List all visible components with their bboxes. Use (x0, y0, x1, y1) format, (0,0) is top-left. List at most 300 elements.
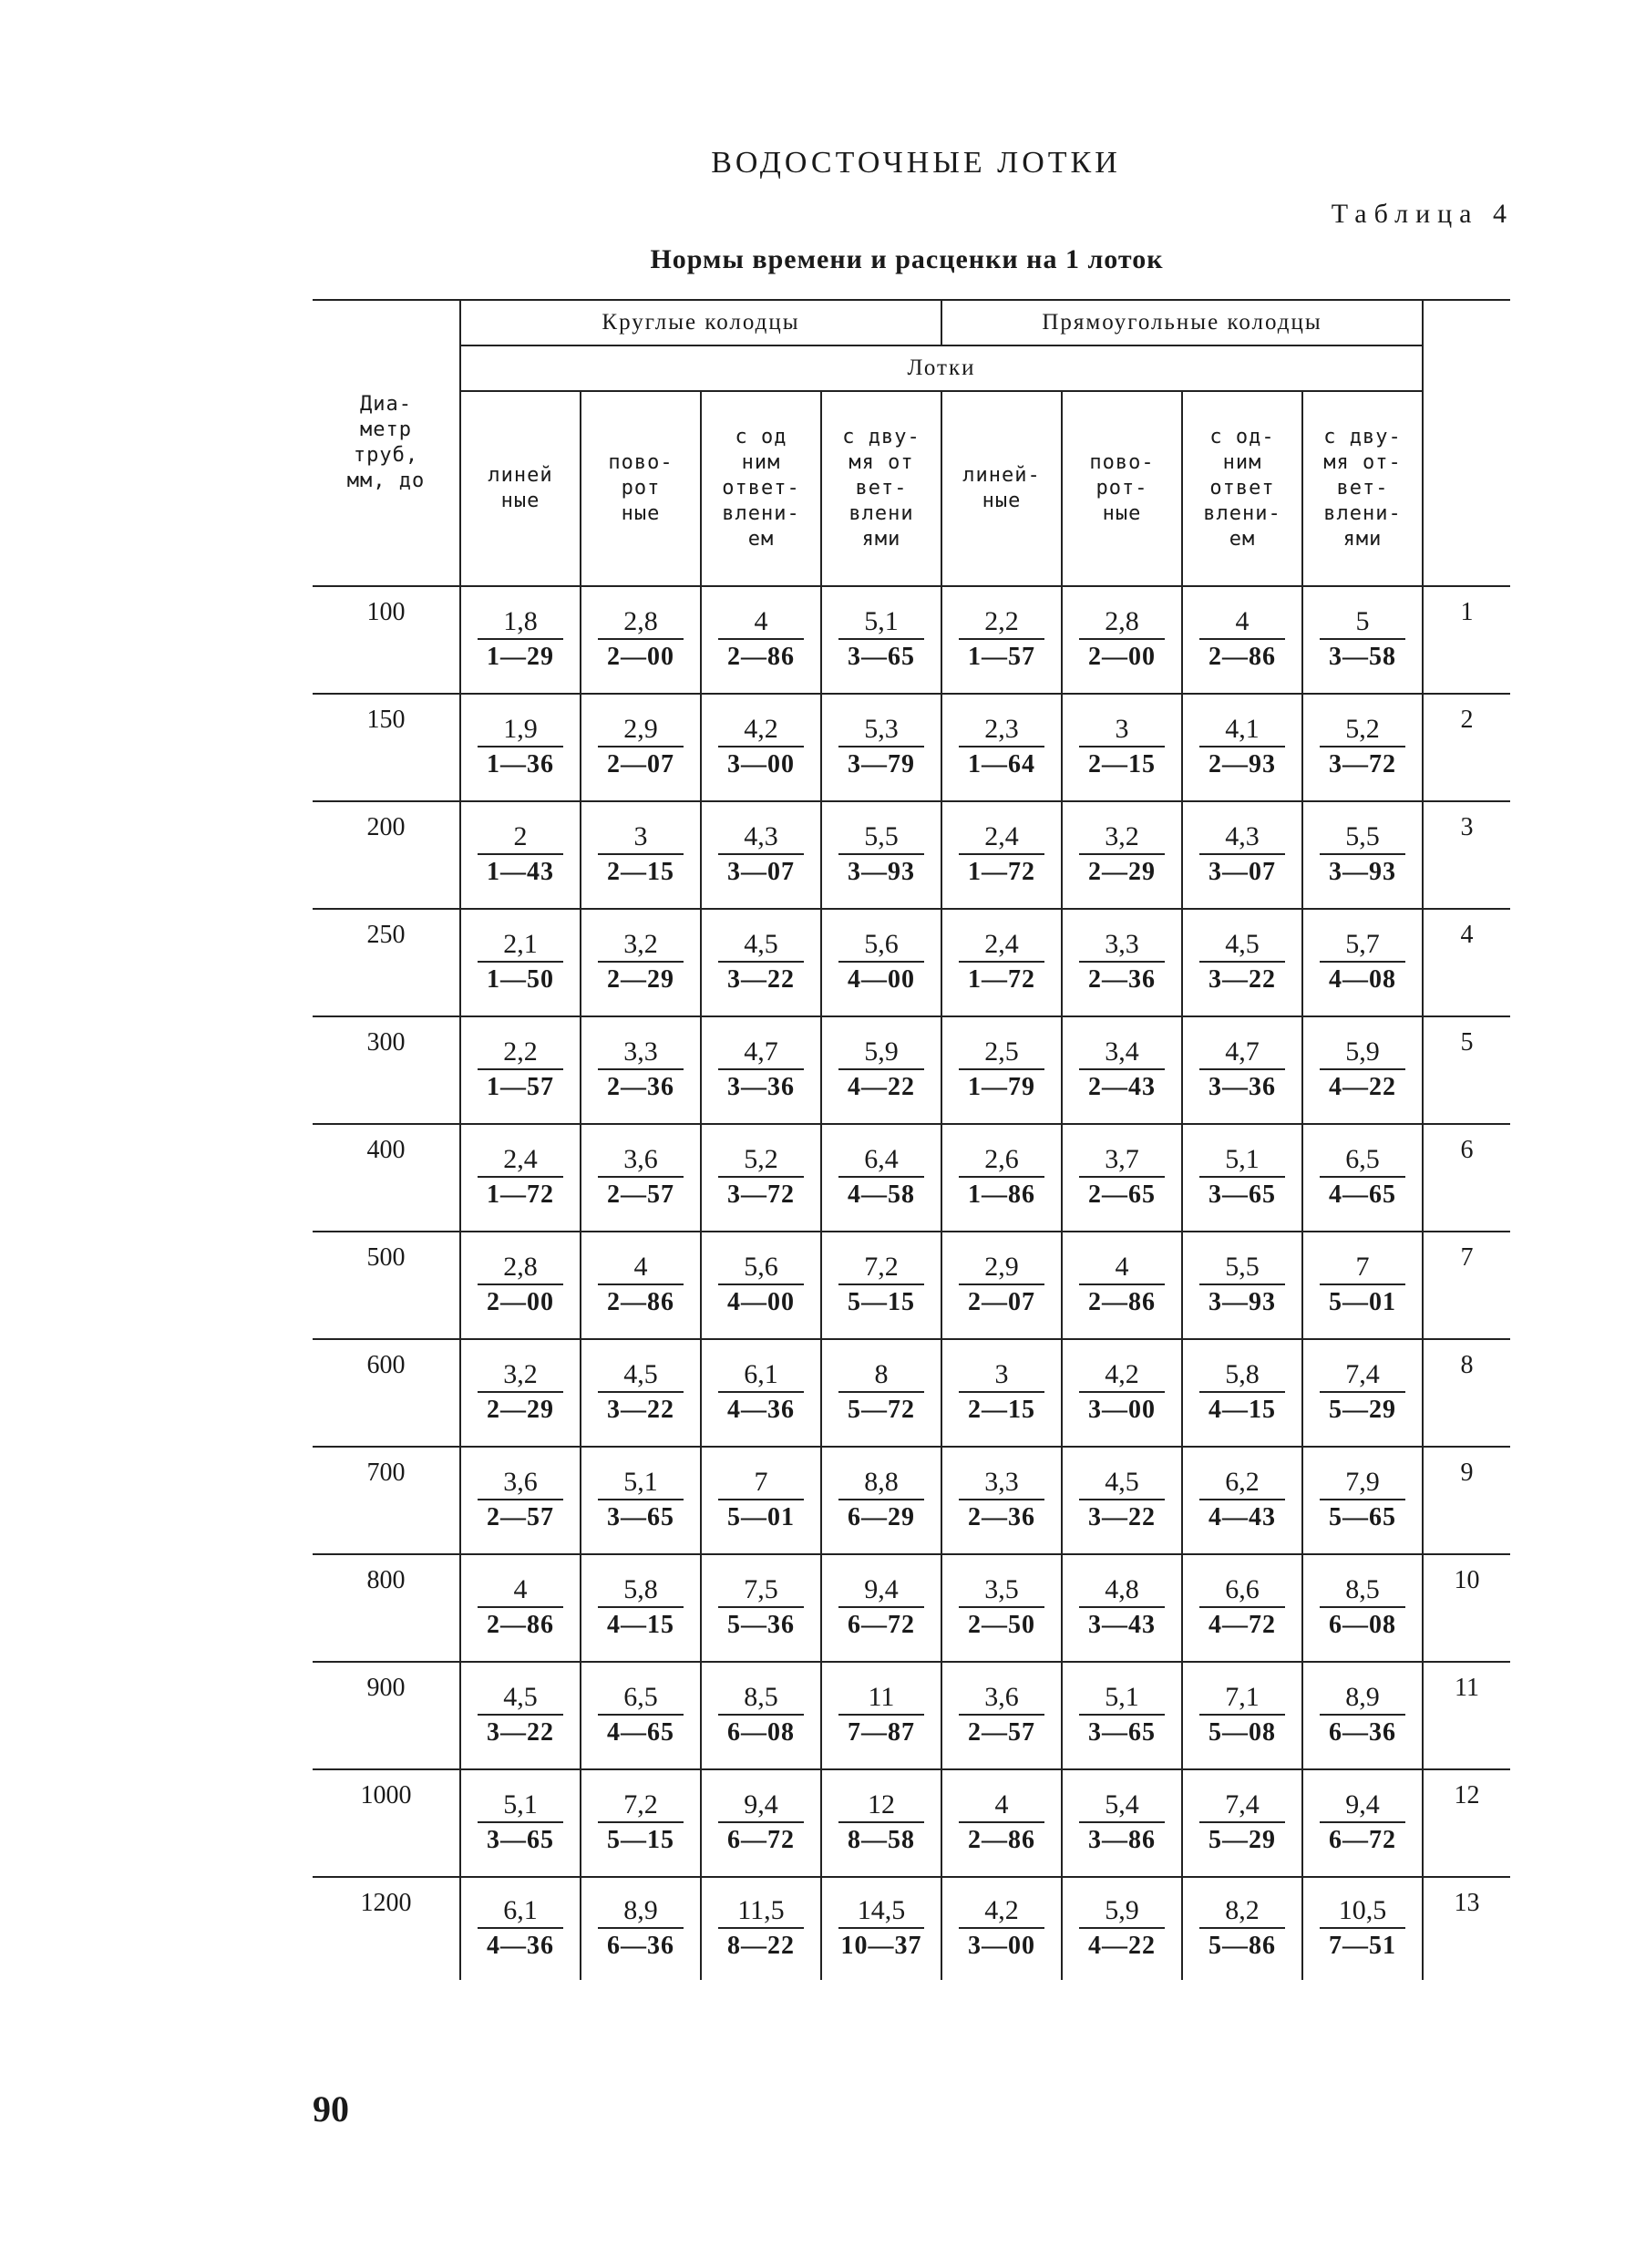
norm-cell (581, 1554, 701, 1662)
rate-price: 8—58 (848, 1826, 915, 1854)
time-norm: 5,2 (1320, 713, 1405, 747)
rate-price: 2—00 (487, 1288, 554, 1316)
col-header-round-turn: пово- рот ные (581, 391, 701, 586)
rate-price: 2—86 (1208, 643, 1276, 671)
norm-fraction (822, 1573, 941, 1643)
norm-fraction (942, 1573, 1061, 1643)
time-norm: 5,1 (478, 1789, 563, 1823)
norm-cell (821, 1016, 941, 1124)
time-norm: 4,3 (718, 820, 804, 855)
norm-fraction (1303, 1894, 1422, 1964)
norm-fraction (1063, 1789, 1181, 1858)
norm-fraction (1183, 713, 1301, 782)
norm-cell (1182, 586, 1302, 694)
norm-fraction (942, 820, 1061, 890)
norm-cell (460, 586, 581, 694)
time-norm: 10,5 (1320, 1894, 1405, 1929)
col-header-round-two-branches: с дву- мя от вет- влени ями (821, 391, 941, 586)
norm-fraction (461, 1036, 580, 1105)
diameter-cell: 500 (313, 1232, 460, 1339)
norm-fraction (581, 713, 700, 782)
norm-fraction (461, 713, 580, 782)
time-norm: 4,2 (1079, 1358, 1165, 1393)
norm-cell (581, 801, 701, 909)
norm-fraction (942, 1789, 1061, 1858)
norm-fraction (702, 1466, 820, 1535)
time-norm: 2,2 (478, 1036, 563, 1070)
time-norm: 6,1 (718, 1358, 804, 1393)
row-number: 10 (1423, 1554, 1510, 1662)
norm-fraction (1183, 1466, 1301, 1535)
time-norm: 4 (718, 605, 804, 640)
norm-fraction (942, 605, 1061, 675)
time-norm: 3,2 (1079, 820, 1165, 855)
norm-cell (701, 694, 821, 801)
norm-fraction (581, 928, 700, 997)
norm-fraction (1303, 928, 1422, 997)
time-norm: 8 (838, 1358, 924, 1393)
norm-cell (1182, 1016, 1302, 1124)
norm-fraction (702, 1789, 820, 1858)
time-norm: 6,5 (598, 1681, 684, 1716)
norm-cell (1062, 1554, 1182, 1662)
time-norm: 8,5 (718, 1681, 804, 1716)
norm-cell (581, 586, 701, 694)
time-norm: 5,9 (1320, 1036, 1405, 1070)
rate-price: 2—36 (1088, 965, 1156, 994)
norm-cell (460, 694, 581, 801)
norm-fraction (581, 1036, 700, 1105)
time-norm: 2,3 (959, 713, 1044, 747)
time-norm: 2,6 (959, 1143, 1044, 1178)
time-norm: 3,2 (598, 928, 684, 963)
table-row (313, 1447, 1510, 1554)
time-norm: 2,9 (598, 713, 684, 747)
time-norm: 3,2 (478, 1358, 563, 1393)
norm-cell (1182, 1447, 1302, 1554)
rate-price: 3—22 (727, 965, 795, 994)
norm-fraction (1183, 1573, 1301, 1643)
norm-fraction (461, 1894, 580, 1964)
norm-fraction (1183, 1143, 1301, 1212)
norm-cell (581, 1877, 701, 1980)
norm-fraction (822, 1894, 941, 1964)
rate-price: 4—22 (848, 1073, 915, 1101)
table-row (313, 1554, 1510, 1662)
norm-fraction (1183, 1251, 1301, 1320)
norm-cell (821, 1339, 941, 1447)
rate-price: 3—07 (1208, 858, 1276, 886)
time-norm: 8,5 (1320, 1573, 1405, 1608)
diameter-cell: 400 (313, 1124, 460, 1232)
rate-price: 2—57 (487, 1503, 554, 1531)
norm-fraction (822, 1681, 941, 1750)
norm-fraction (461, 1573, 580, 1643)
norm-fraction (1183, 928, 1301, 997)
rate-price: 10—37 (840, 1932, 922, 1960)
time-norm: 12 (838, 1789, 924, 1823)
rate-price: 2—86 (727, 643, 795, 671)
norm-cell (941, 1662, 1062, 1769)
norm-fraction (822, 1466, 941, 1535)
rate-price: 2—36 (607, 1073, 674, 1101)
rate-price: 3—79 (848, 750, 915, 778)
time-norm: 3 (598, 820, 684, 855)
rate-price: 8—22 (727, 1932, 795, 1960)
time-norm: 6,4 (838, 1143, 924, 1178)
norm-fraction (942, 1036, 1061, 1105)
time-norm: 3,4 (1079, 1036, 1165, 1070)
time-norm: 9,4 (1320, 1789, 1405, 1823)
diameter-cell: 900 (313, 1662, 460, 1769)
time-norm: 4 (598, 1251, 684, 1285)
rate-price: 4—00 (848, 965, 915, 994)
norm-fraction (822, 820, 941, 890)
norm-cell (1302, 1769, 1423, 1877)
norm-fraction (942, 1143, 1061, 1212)
table-row (313, 1662, 1510, 1769)
time-norm: 7,1 (1199, 1681, 1285, 1716)
rate-price: 1—72 (968, 965, 1035, 994)
time-norm: 4 (959, 1789, 1044, 1823)
norm-fraction (702, 1894, 820, 1964)
norm-fraction (1303, 1681, 1422, 1750)
rate-price: 5—01 (727, 1503, 795, 1531)
time-norm: 4,5 (598, 1358, 684, 1393)
norm-fraction (822, 1143, 941, 1212)
norm-cell (1302, 1447, 1423, 1554)
norm-fraction (1303, 1143, 1422, 1212)
rate-price: 4—36 (727, 1396, 795, 1424)
norm-fraction (822, 605, 941, 675)
diameter-cell: 600 (313, 1339, 460, 1447)
rate-price: 5—65 (1329, 1503, 1396, 1531)
norm-cell (941, 586, 1062, 694)
time-norm: 8,9 (1320, 1681, 1405, 1716)
time-norm: 5,1 (1199, 1143, 1285, 1178)
time-norm: 6,2 (1199, 1466, 1285, 1500)
time-norm: 4,5 (478, 1681, 563, 1716)
norm-cell (581, 1232, 701, 1339)
norm-cell (1062, 909, 1182, 1016)
rate-price: 1—43 (487, 858, 554, 886)
rate-price: 3—36 (1208, 1073, 1276, 1101)
norm-fraction (702, 713, 820, 782)
norm-cell (460, 801, 581, 909)
time-norm: 6,1 (478, 1894, 563, 1929)
norm-cell (581, 1339, 701, 1447)
norm-cell (1182, 1769, 1302, 1877)
norm-fraction (581, 1681, 700, 1750)
col-header-round-one-branch: с од ним ответ- влени- ем (701, 391, 821, 586)
norm-fraction (702, 1358, 820, 1428)
rate-price: 6—36 (1329, 1718, 1396, 1747)
rate-price: 3—93 (1208, 1288, 1276, 1316)
norm-fraction (1183, 1681, 1301, 1750)
norm-cell (1182, 1554, 1302, 1662)
norm-fraction (1183, 1789, 1301, 1858)
norm-cell (1182, 909, 1302, 1016)
time-norm: 5,1 (598, 1466, 684, 1500)
norm-cell (1302, 1124, 1423, 1232)
time-norm: 7,2 (598, 1789, 684, 1823)
row-number: 6 (1423, 1124, 1510, 1232)
diameter-cell: 1000 (313, 1769, 460, 1877)
norm-cell (701, 801, 821, 909)
time-norm: 1,9 (478, 713, 563, 747)
rate-price: 6—72 (727, 1826, 795, 1854)
norm-cell (1182, 1232, 1302, 1339)
table-row (313, 1016, 1510, 1124)
norm-fraction (461, 605, 580, 675)
norm-fraction (1303, 713, 1422, 782)
time-norm: 2,8 (478, 1251, 563, 1285)
table-row (313, 801, 1510, 909)
norm-fraction (822, 1789, 941, 1858)
rate-price: 5—29 (1208, 1826, 1276, 1854)
norm-fraction (942, 1251, 1061, 1320)
norm-fraction (461, 928, 580, 997)
diameter-cell: 100 (313, 586, 460, 694)
norm-cell (581, 694, 701, 801)
time-norm: 2,2 (959, 605, 1044, 640)
norm-fraction (1303, 605, 1422, 675)
time-norm: 4,5 (1079, 1466, 1165, 1500)
rate-price: 3—22 (607, 1396, 674, 1424)
norm-fraction (581, 1466, 700, 1535)
norm-fraction (581, 1251, 700, 1320)
time-norm: 6,6 (1199, 1573, 1285, 1608)
norm-fraction (1063, 820, 1181, 890)
time-norm: 5,1 (838, 605, 924, 640)
time-norm: 2,1 (478, 928, 563, 963)
norm-cell (1302, 1662, 1423, 1769)
rate-price: 3—65 (607, 1503, 674, 1531)
norm-cell (1302, 1339, 1423, 1447)
norm-fraction (702, 1681, 820, 1750)
time-norm: 5,9 (838, 1036, 924, 1070)
time-norm: 4,3 (1199, 820, 1285, 855)
rate-price: 1—79 (968, 1073, 1035, 1101)
rate-price: 2—00 (1088, 643, 1156, 671)
norm-cell (1062, 1124, 1182, 1232)
norm-cell (1302, 909, 1423, 1016)
rate-price: 1—50 (487, 965, 554, 994)
norm-fraction (461, 820, 580, 890)
diameter-cell: 800 (313, 1554, 460, 1662)
norm-cell (941, 1769, 1062, 1877)
time-norm: 3 (1079, 713, 1165, 747)
row-number: 3 (1423, 801, 1510, 909)
norm-fraction (702, 928, 820, 997)
rate-price: 2—29 (1088, 858, 1156, 886)
norm-fraction (1303, 1251, 1422, 1320)
time-norm: 3 (959, 1358, 1044, 1393)
time-norm: 5,5 (838, 820, 924, 855)
norm-cell (1302, 1554, 1423, 1662)
norm-cell (701, 1554, 821, 1662)
norm-fraction (461, 1466, 580, 1535)
rate-price: 2—29 (607, 965, 674, 994)
norm-cell (460, 909, 581, 1016)
time-norm: 6,5 (1320, 1143, 1405, 1178)
norm-fraction (942, 1358, 1061, 1428)
time-norm: 5,9 (1079, 1894, 1165, 1929)
rate-price: 3—22 (1088, 1503, 1156, 1531)
time-norm: 2,4 (478, 1143, 563, 1178)
norm-fraction (1063, 605, 1181, 675)
time-norm: 5,6 (718, 1251, 804, 1285)
norm-cell (1182, 1662, 1302, 1769)
row-number: 13 (1423, 1877, 1510, 1980)
norm-cell (701, 1339, 821, 1447)
table-row (313, 1339, 1510, 1447)
norm-fraction (702, 820, 820, 890)
norm-cell (1302, 801, 1423, 909)
rect-wells-header: Прямоугольные колодцы (941, 300, 1423, 345)
time-norm: 4,7 (718, 1036, 804, 1070)
row-number: 5 (1423, 1016, 1510, 1124)
norm-fraction (1183, 820, 1301, 890)
norm-cell (821, 1662, 941, 1769)
norm-cell (460, 1662, 581, 1769)
norm-fraction (1063, 1466, 1181, 1535)
norm-cell (1062, 801, 1182, 909)
norm-fraction (1303, 1358, 1422, 1428)
row-number: 1 (1423, 586, 1510, 694)
norm-cell (821, 1554, 941, 1662)
rate-price: 3—36 (727, 1073, 795, 1101)
diameter-cell: 250 (313, 909, 460, 1016)
diameter-cell: 700 (313, 1447, 460, 1554)
time-norm: 7,4 (1199, 1789, 1285, 1823)
norm-cell (460, 1769, 581, 1877)
norm-cell (1062, 1447, 1182, 1554)
time-norm: 5,5 (1199, 1251, 1285, 1285)
norm-cell (1182, 694, 1302, 801)
time-norm: 2 (478, 820, 563, 855)
norm-fraction (1183, 1894, 1301, 1964)
time-norm: 9,4 (718, 1789, 804, 1823)
rate-price: 4—08 (1329, 965, 1396, 994)
rate-price: 1—29 (487, 643, 554, 671)
row-number: 4 (1423, 909, 1510, 1016)
rate-price: 6—72 (848, 1611, 915, 1639)
rate-price: 3—86 (1088, 1826, 1156, 1854)
rate-price: 5—29 (1329, 1396, 1396, 1424)
time-norm: 5,2 (718, 1143, 804, 1178)
norm-fraction (1303, 1789, 1422, 1858)
rate-price: 1—57 (968, 643, 1035, 671)
norm-cell (701, 1124, 821, 1232)
rate-price: 2—86 (487, 1611, 554, 1639)
norm-fraction (702, 1036, 820, 1105)
time-norm: 8,8 (838, 1466, 924, 1500)
time-norm: 7,9 (1320, 1466, 1405, 1500)
rate-price: 1—86 (968, 1180, 1035, 1209)
rate-price: 3—22 (487, 1718, 554, 1747)
norm-cell (941, 1339, 1062, 1447)
col-header-rect-turn: пово- рот- ные (1062, 391, 1182, 586)
time-norm: 7 (1320, 1251, 1405, 1285)
norm-cell (941, 1232, 1062, 1339)
rate-price: 4—43 (1208, 1503, 1276, 1531)
rate-price: 2—93 (1208, 750, 1276, 778)
rate-price: 7—87 (848, 1718, 915, 1747)
norm-cell (701, 1769, 821, 1877)
norm-cell (581, 1016, 701, 1124)
rate-price: 2—57 (607, 1180, 674, 1209)
page-number: 90 (313, 2088, 349, 2129)
norm-cell (821, 586, 941, 694)
time-norm: 11,5 (718, 1894, 804, 1929)
norm-cell (460, 1877, 581, 1980)
rate-price: 5—08 (1208, 1718, 1276, 1747)
row-number: 11 (1423, 1662, 1510, 1769)
norm-cell (1302, 1016, 1423, 1124)
rate-price: 5—15 (848, 1288, 915, 1316)
rate-price: 2—07 (968, 1288, 1035, 1316)
norm-cell (1062, 694, 1182, 801)
norm-fraction (1063, 1143, 1181, 1212)
rate-price: 3—00 (968, 1932, 1035, 1960)
norm-fraction (1063, 1894, 1181, 1964)
norm-cell (1302, 1232, 1423, 1339)
norm-cell (941, 1447, 1062, 1554)
time-norm: 2,8 (1079, 605, 1165, 640)
rate-price: 3—65 (1208, 1180, 1276, 1209)
row-number: 8 (1423, 1339, 1510, 1447)
norm-fraction (822, 1358, 941, 1428)
norm-fraction (1063, 1681, 1181, 1750)
table-row (313, 1877, 1510, 1980)
rate-price: 2—00 (607, 643, 674, 671)
norm-fraction (1303, 1466, 1422, 1535)
col-header-round-linear: линей ные (460, 391, 581, 586)
norm-fraction (1063, 1036, 1181, 1105)
rate-price: 2—07 (607, 750, 674, 778)
norm-cell (941, 1124, 1062, 1232)
diameter-cell: 300 (313, 1016, 460, 1124)
rate-price: 2—86 (607, 1288, 674, 1316)
norm-fraction (702, 605, 820, 675)
time-norm: 5,1 (1079, 1681, 1165, 1716)
rate-price: 6—36 (607, 1932, 674, 1960)
norm-fraction (1183, 1358, 1301, 1428)
rate-price: 2—15 (1088, 750, 1156, 778)
norm-fraction (942, 713, 1061, 782)
norm-cell (941, 801, 1062, 909)
norm-cell (1302, 586, 1423, 694)
rate-price: 2—86 (1088, 1288, 1156, 1316)
time-norm: 5,4 (1079, 1789, 1165, 1823)
norm-cell (1182, 801, 1302, 909)
time-norm: 3,6 (959, 1681, 1044, 1716)
norm-cell (460, 1339, 581, 1447)
rate-price: 6—08 (1329, 1611, 1396, 1639)
time-norm: 5,8 (598, 1573, 684, 1608)
norm-fraction (1063, 1251, 1181, 1320)
time-norm: 4 (478, 1573, 563, 1608)
norm-cell (821, 1769, 941, 1877)
rate-price: 4—15 (1208, 1396, 1276, 1424)
norm-cell (941, 909, 1062, 1016)
time-norm: 2,5 (959, 1036, 1044, 1070)
norm-cell (701, 1877, 821, 1980)
norm-fraction (1183, 1036, 1301, 1105)
rate-price: 2—86 (968, 1826, 1035, 1854)
rate-price: 2—43 (1088, 1073, 1156, 1101)
